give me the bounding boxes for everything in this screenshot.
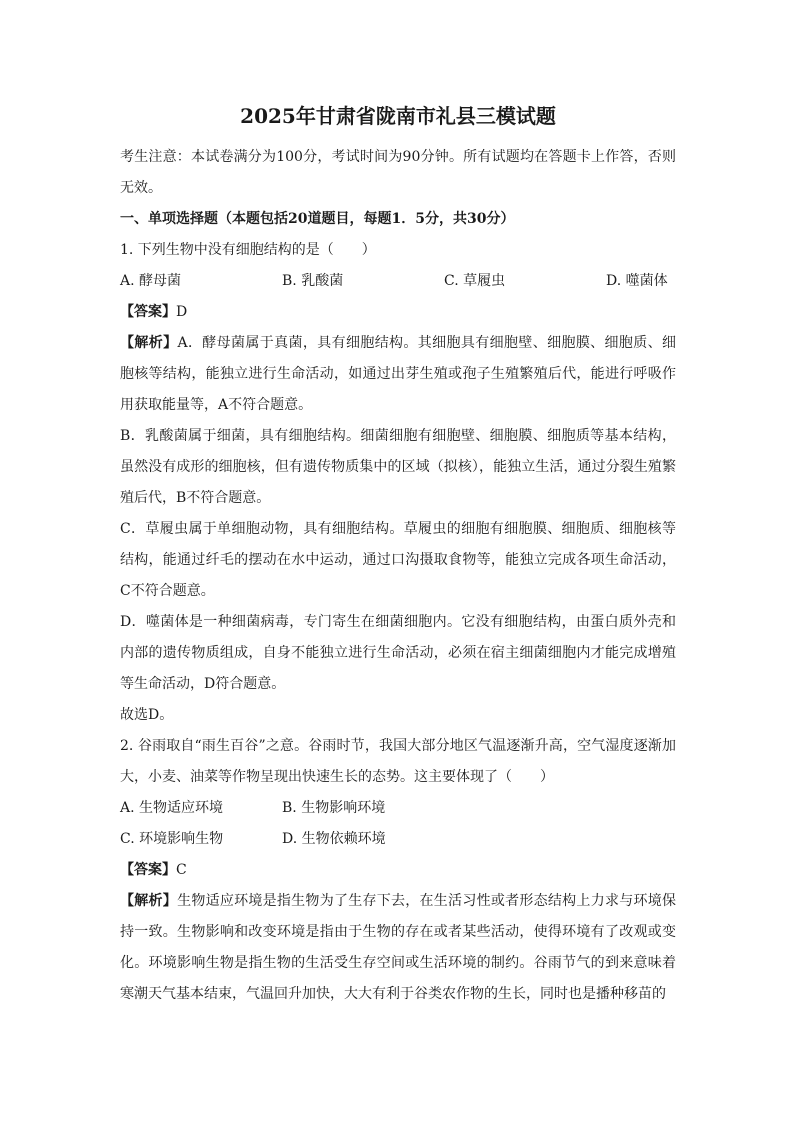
option-c: C. 环境影响生物 (120, 831, 224, 847)
question-1-options (120, 266, 676, 297)
question-2-options-row1 (120, 793, 676, 824)
document-body (120, 100, 676, 1010)
page-title: 2025年甘肃省陇南市礼县三模试题 (240, 104, 556, 128)
answer-label: 【答案】 (120, 862, 176, 878)
question-2-options-row2 (120, 824, 676, 855)
answer-label: 【答案】 (120, 304, 176, 320)
analysis-label: 【解析】 (120, 335, 178, 351)
option-d: D. 噬菌体 (606, 273, 668, 289)
analysis-label: 【解析】 (120, 893, 178, 909)
question-1-analysis-a (120, 328, 676, 421)
option-a: A. 酵母菌 (120, 273, 182, 289)
question-2-answer (120, 855, 676, 886)
answer-value: C (176, 862, 187, 878)
question-1-answer (120, 297, 676, 328)
option-b: B. 生物影响环境 (282, 800, 386, 816)
question-1-analysis-b: B．乳酸菌属于细菌，具有细胞结构。细菌细胞有细胞壁、细胞膜、细胞质等基本结构，虽然没有成形的细胞核，但有遗传物质集中的区域（拟核），能独立生活，通过分裂生殖繁殖后代，B不符合题意。 (120, 428, 676, 506)
option-a: A. 生物适应环境 (120, 800, 224, 816)
question-1-analysis-c: C．草履虫属于单细胞动物，具有细胞结构。草履虫的细胞有细胞膜、细胞质、细胞核等结构，能通过纤毛的摆动在水中运动，通过口沟摄取食物等，能独立完成各项生命活动，C不符合题意。 (120, 521, 676, 599)
analysis-text: 生物适应环境是指生物为了生存下去，在生活习性或者形态结构上力求与环境保持一致。生物影响和改变环境是指由于生物的存在或者某些活动，使得环境有了改观或变化。环境影响生物是指生物的生活受生存空间或生活环境的制约。谷雨节气的到来意味着寒潮天气基本结束，气温回升加快，大大有利于谷类农作物的生长，同时也是播种移苗的 (120, 893, 677, 1002)
question-2-stem: 2. 谷雨取自“雨生百谷”之意。谷雨时节，我国大部分地区气温逐渐升高，空气湿度逐渐加大，小麦、油菜等作物呈现出快速生长的态势。这主要体现了（ ） (120, 738, 676, 785)
answer-value: D (176, 304, 188, 320)
question-1-stem: 1. 下列生物中没有细胞结构的是（ ） (120, 242, 376, 258)
question-1-analysis-d: D．噬菌体是一种细菌病毒，专门寄生在细菌细胞内。它没有细胞结构，由蛋白质外壳和内部的遗传物质组成，自身不能独立进行生命活动，必须在宿主细菌细胞内才能完成增殖等生命活动，D符合题意。 (120, 614, 676, 692)
exam-notice: 考生注意：本试卷满分为100分，考试时间为90分钟。所有试题均在答题卡上作答，否则无效。 (120, 149, 676, 196)
option-d: D. 生物依赖环境 (282, 831, 386, 847)
option-b: B. 乳酸菌 (282, 273, 344, 289)
question-1-conclusion: 故选D。 (120, 707, 174, 723)
option-c: C. 草履虫 (444, 273, 506, 289)
section-heading: 一、单项选择题（本题包括20道题目，每题1．5分，共30分） (120, 211, 515, 227)
analysis-text: A．酵母菌属于真菌，具有细胞结构。其细胞具有细胞壁、细胞膜、细胞质、细胞核等结构，能独立进行生命活动，如通过出芽生殖或孢子生殖繁殖后代，能进行呼吸作用获取能量等，A不符合题意。 (120, 335, 677, 413)
question-2-analysis (120, 886, 676, 1010)
